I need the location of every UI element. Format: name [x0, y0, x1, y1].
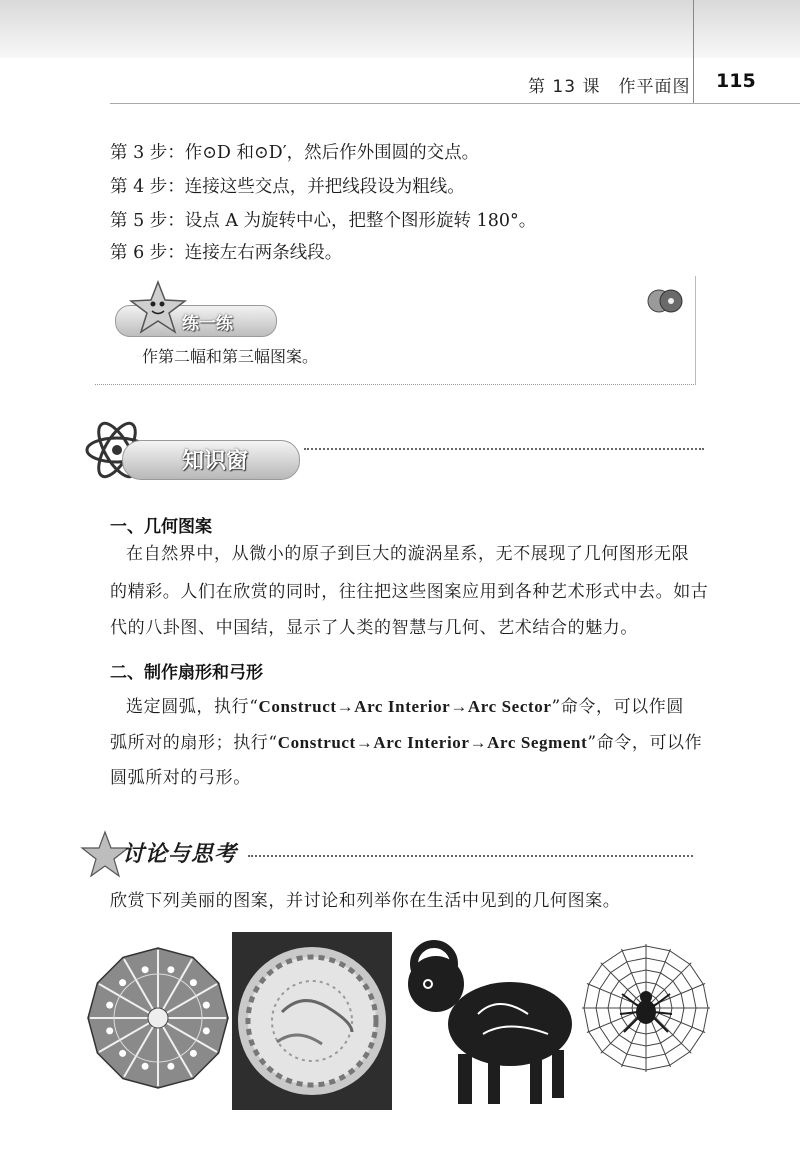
paragraph-line: 圆弧所对的弓形。	[110, 768, 251, 788]
section-heading-geometric-patterns: 一、几何图案	[110, 517, 212, 537]
paragraph-line: 选定圆弧，执行“Construct→Arc Interior→Arc Sector”命令，可以作圆	[126, 697, 684, 717]
lesson-title: 第 13 课 作平面图	[528, 77, 691, 97]
paragraph-line: 的精彩。人们在欣赏的同时，往往把这些图案应用到各种艺术形式中去。如古	[110, 582, 709, 602]
section-heading-sector-segment: 二、制作扇形和弓形	[110, 663, 263, 683]
step-6: 第 6 步：连接左右两条线段。	[110, 243, 343, 263]
knowledge-badge-label: 知识窗	[182, 449, 249, 474]
disc-icon	[646, 288, 684, 314]
practice-text: 作第二幅和第三幅图案。	[142, 347, 319, 366]
ram-papercut-illustration	[398, 924, 578, 1114]
step-3: 第 3 步：作⊙D 和⊙D′，然后作外围圆的交点。	[110, 143, 480, 163]
geometric-rosette-illustration	[84, 944, 232, 1092]
paragraph-line: 代的八卦图、中国结，显示了人类的智慧与几何、艺术结合的魅力。	[110, 618, 638, 638]
knowledge-dotted-rule	[304, 448, 704, 450]
step-5: 第 5 步：设点 A 为旋转中心，把整个图形旋转 180°。	[110, 211, 537, 231]
paragraph-line: 弧所对的扇形；执行“Construct→Arc Interior→Arc Segment”命令，可以作	[110, 733, 703, 753]
spider-web-illustration	[580, 942, 712, 1074]
page-number: 115	[716, 70, 756, 92]
practice-badge-label: 练一练	[182, 314, 233, 334]
paragraph-line: 在自然界中，从微小的原子到巨大的漩涡星系，无不展现了几何图形无限	[126, 544, 690, 564]
star-icon	[128, 280, 188, 335]
discussion-dotted-rule	[248, 855, 693, 857]
step-4: 第 4 步：连接这些交点，并把线段设为粗线。	[110, 177, 465, 197]
header-divider	[693, 0, 694, 104]
command-text: Construct→Arc Interior→Arc Segment	[277, 733, 588, 752]
porcelain-plate-photo	[232, 932, 392, 1110]
header-rule	[110, 103, 800, 104]
discussion-title: 讨论与思考	[122, 841, 238, 867]
command-text: Construct→Arc Interior→Arc Sector	[258, 697, 552, 716]
header-background	[0, 0, 800, 58]
discussion-text: 欣赏下列美丽的图案，并讨论和列举你在生活中见到的几何图案。	[110, 891, 621, 911]
